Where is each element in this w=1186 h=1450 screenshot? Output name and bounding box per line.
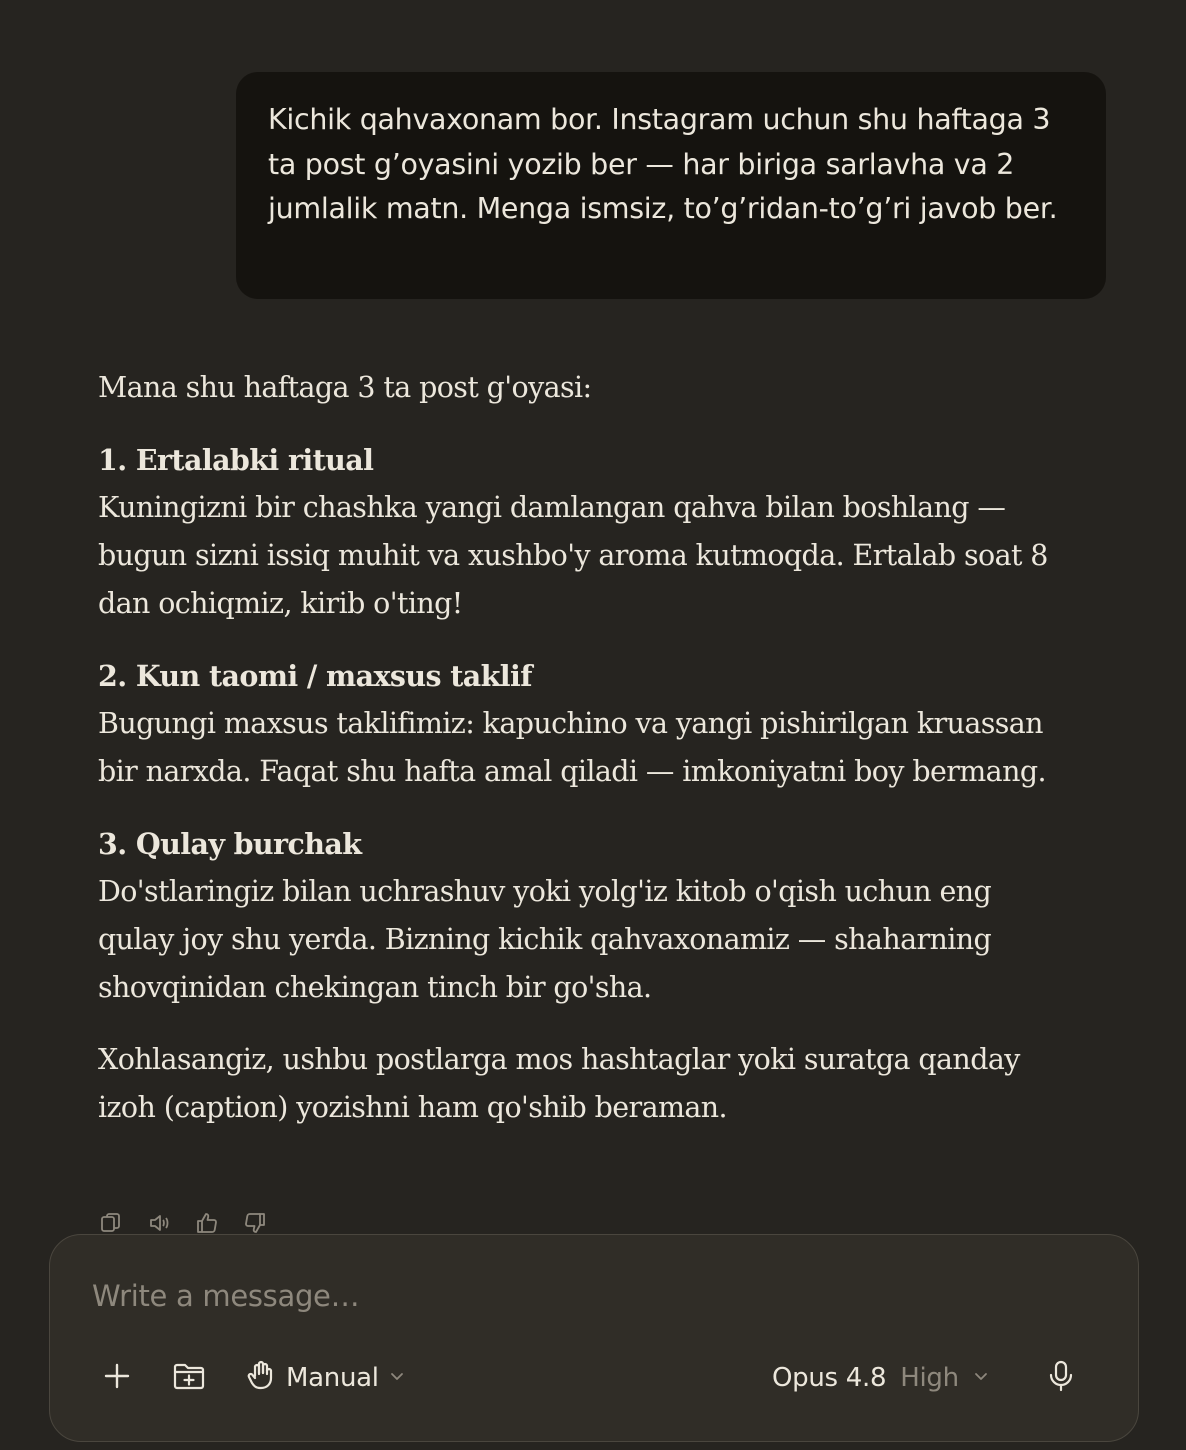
add-to-project-button[interactable]	[170, 1361, 208, 1395]
plus-icon	[103, 1362, 131, 1394]
user-message-bubble	[236, 72, 1106, 299]
chevron-down-icon	[389, 1368, 405, 1388]
message-composer	[49, 1234, 1139, 1442]
assistant-message	[98, 364, 1058, 1132]
assistant-outro: Xohlasangiz, ushbu postlarga mos hashtaglar yoki suratga qanday izoh (caption) yozishni ham qo'shib beraman.	[98, 1043, 1020, 1124]
hand-icon	[246, 1360, 276, 1396]
post-idea-body: Bugungi maxsus taklifimiz: kapuchino va yangi pishirilgan kruassan bir narxda. Faqat shu hafta amal qiladi — imkoniyatni boy bermang.	[98, 707, 1046, 788]
speaker-icon[interactable]	[146, 1210, 172, 1236]
user-message-text: Kichik qahvaxonam bor. Instagram uchun shu haftaga 3 ta post g’oyasini yozib ber — har biriga sarlavha va 2 jumlalik matn. Menga ismsiz, to’g’ridan-to’g’ri javob ber.	[268, 103, 1058, 226]
post-idea-2	[98, 652, 1058, 796]
copy-icon[interactable]	[98, 1210, 124, 1236]
assistant-intro: Mana shu haftaga 3 ta post g'oyasi:	[98, 371, 592, 404]
add-attachment-button[interactable]	[100, 1361, 134, 1395]
effort-level: High	[900, 1363, 959, 1393]
post-idea-title: 3. Qulay burchak	[98, 827, 362, 861]
thumbs-up-icon[interactable]	[194, 1210, 220, 1236]
mode-label: Manual	[286, 1363, 379, 1393]
message-input[interactable]	[92, 1279, 992, 1313]
thumbs-down-icon[interactable]	[242, 1210, 268, 1236]
post-idea-body: Do'stlaringiz bilan uchrashuv yoki yolg'iz kitob o'qish uchun eng qulay joy shu yerda. Bizning kichik qahvaxonamiz — shaharning shovqinidan chekingan tinch bir go'sha.	[98, 875, 992, 1004]
message-actions	[98, 1210, 268, 1236]
microphone-icon	[1047, 1359, 1075, 1397]
mode-selector[interactable]	[246, 1359, 405, 1397]
post-idea-body: Kuningizni bir chashka yangi damlangan qahva bilan boshlang — bugun sizni issiq muhit va xushbo'y aroma kutmoqda. Ertalab soat 8 dan ochiqmiz, kirib o'ting!	[98, 491, 1048, 620]
model-name: Opus 4.8	[772, 1363, 887, 1393]
model-selector[interactable]	[772, 1359, 989, 1397]
chevron-down-icon	[973, 1368, 989, 1388]
post-idea-1	[98, 436, 1058, 628]
post-idea-title: 2. Kun taomi / maxsus taklif	[98, 659, 532, 693]
voice-input-button[interactable]	[1044, 1359, 1078, 1397]
post-idea-title: 1. Ertalabki ritual	[98, 443, 374, 477]
post-idea-3	[98, 820, 1058, 1012]
folder-add-icon	[172, 1361, 206, 1395]
